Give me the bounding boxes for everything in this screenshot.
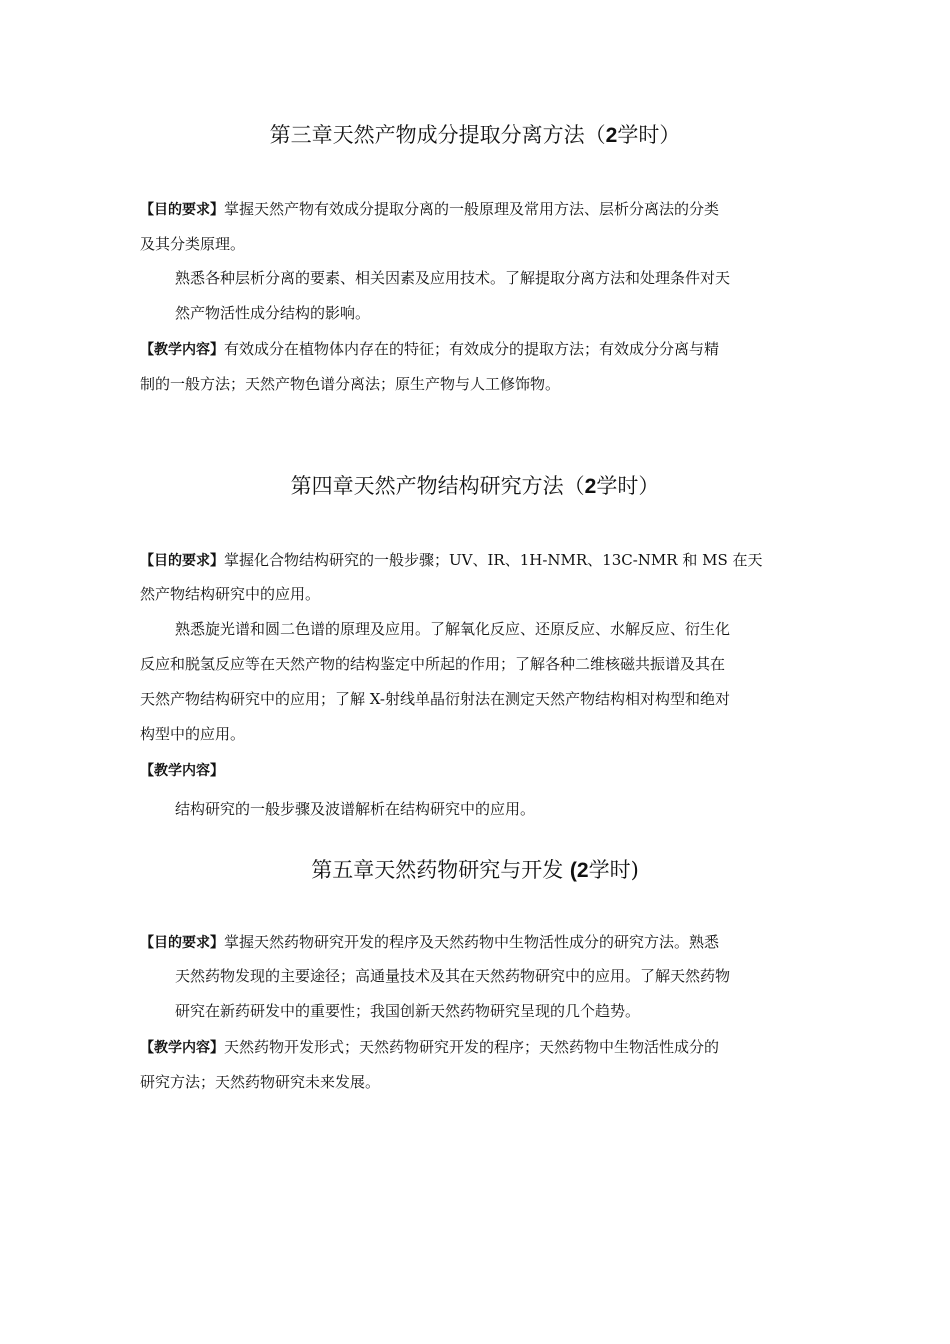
paragraph-text: 熟悉各种层析分离的要素、相关因素及应用技术。了解提取分离方法和处理条件对天	[175, 269, 731, 287]
paragraph-text: 掌握天然药物研究开发的程序及天然药物中生物活性成分的研究方法。熟悉	[224, 933, 720, 951]
chapter-3-title-text: 第三章天然产物成分提取分离方法（	[269, 123, 606, 147]
content-label: 【教学内容】	[140, 342, 224, 358]
chapter-4-title-suffix: 学时）	[596, 474, 660, 498]
chapter-5-title-suffix: 学时)	[588, 858, 639, 882]
chapter-5-hours: (2	[569, 859, 589, 882]
paragraph-text: 掌握化合物结构研究的一般步骤；UV、IR、1H-NMR、13C-NMR 和 MS 在天	[224, 551, 763, 569]
paragraph-text: 构型中的应用。	[140, 725, 246, 743]
chapter-3-objectives-line	[140, 199, 812, 220]
paragraph-text: 反应和脱氢反应等在天然产物的结构鉴定中所起的作用；了解各种二维核磁共振谱及其在	[140, 655, 726, 673]
paragraph-text: 然产物结构研究中的应用。	[140, 585, 321, 603]
paragraph-text: 制的一般方法；天然产物色谱分离法；原生产物与人工修饰物。	[140, 375, 561, 393]
chapter-4-objectives-line	[175, 619, 812, 639]
paragraph-text: 结构研究的一般步骤及波谱解析在结构研究中的应用。	[175, 800, 536, 818]
chapter-3-content-line	[140, 339, 812, 360]
chapter-4-objectives-line	[140, 584, 812, 604]
chapter-4-objectives-line	[140, 689, 812, 709]
paragraph-text: 及其分类原理。	[140, 235, 246, 253]
objectives-label: 【目的要求】	[140, 935, 224, 951]
chapter-4-hours: 2	[584, 475, 597, 498]
chapter-5-title	[0, 856, 950, 885]
chapter-3-objectives-line	[175, 268, 812, 288]
chapter-3-title	[0, 121, 950, 150]
paragraph-text: 研究方法；天然药物研究未来发展。	[140, 1073, 381, 1091]
paragraph-text: 熟悉旋光谱和圆二色谱的原理及应用。了解氧化反应、还原反应、水解反应、衍生化	[175, 620, 731, 638]
chapter-5-objectives-line	[175, 966, 812, 986]
chapter-4-content-line	[175, 799, 812, 819]
objectives-label: 【目的要求】	[140, 202, 224, 218]
chapter-3-content-line	[140, 374, 812, 394]
paragraph-text: 有效成分在植物体内存在的特征；有效成分的提取方法；有效成分分离与精	[224, 340, 720, 358]
content-label: 【教学内容】	[140, 763, 224, 779]
objectives-label: 【目的要求】	[140, 553, 224, 569]
paragraph-text: 掌握天然产物有效成分提取分离的一般原理及常用方法、层析分离法的分类	[224, 200, 720, 218]
chapter-4-objectives-line	[140, 724, 812, 744]
paragraph-text: 天然产物结构研究中的应用；了解 X-射线单晶衍射法在测定天然产物结构相对构型和绝对	[140, 690, 730, 708]
chapter-5-objectives-line	[140, 932, 812, 953]
chapter-4-objectives-line	[140, 654, 812, 674]
chapter-4-objectives-line	[140, 550, 812, 571]
chapter-3-hours: 2	[605, 124, 618, 147]
chapter-4-content-label-line	[140, 760, 812, 781]
paragraph-text: 天然药物发现的主要途径；高通量技术及其在天然药物研究中的应用。了解天然药物	[175, 967, 731, 985]
chapter-3-objectives-line	[140, 234, 812, 254]
chapter-5-content-line	[140, 1072, 812, 1092]
chapter-5-content-line	[140, 1037, 812, 1058]
chapter-5-objectives-line	[175, 1001, 812, 1021]
paragraph-text: 研究在新药研发中的重要性；我国创新天然药物研究呈现的几个趋势。	[175, 1002, 641, 1020]
chapter-4-title	[0, 472, 950, 501]
content-label: 【教学内容】	[140, 1040, 224, 1056]
chapter-3-objectives-line	[175, 303, 812, 323]
chapter-4-title-text: 第四章天然产物结构研究方法（	[290, 474, 585, 498]
chapter-5-title-text: 第五章天然药物研究与开发	[311, 858, 564, 882]
chapter-3-title-suffix: 学时）	[617, 123, 681, 147]
paragraph-text: 天然药物开发形式；天然药物研究开发的程序；天然药物中生物活性成分的	[224, 1038, 720, 1056]
paragraph-text: 然产物活性成分结构的影响。	[175, 304, 371, 322]
